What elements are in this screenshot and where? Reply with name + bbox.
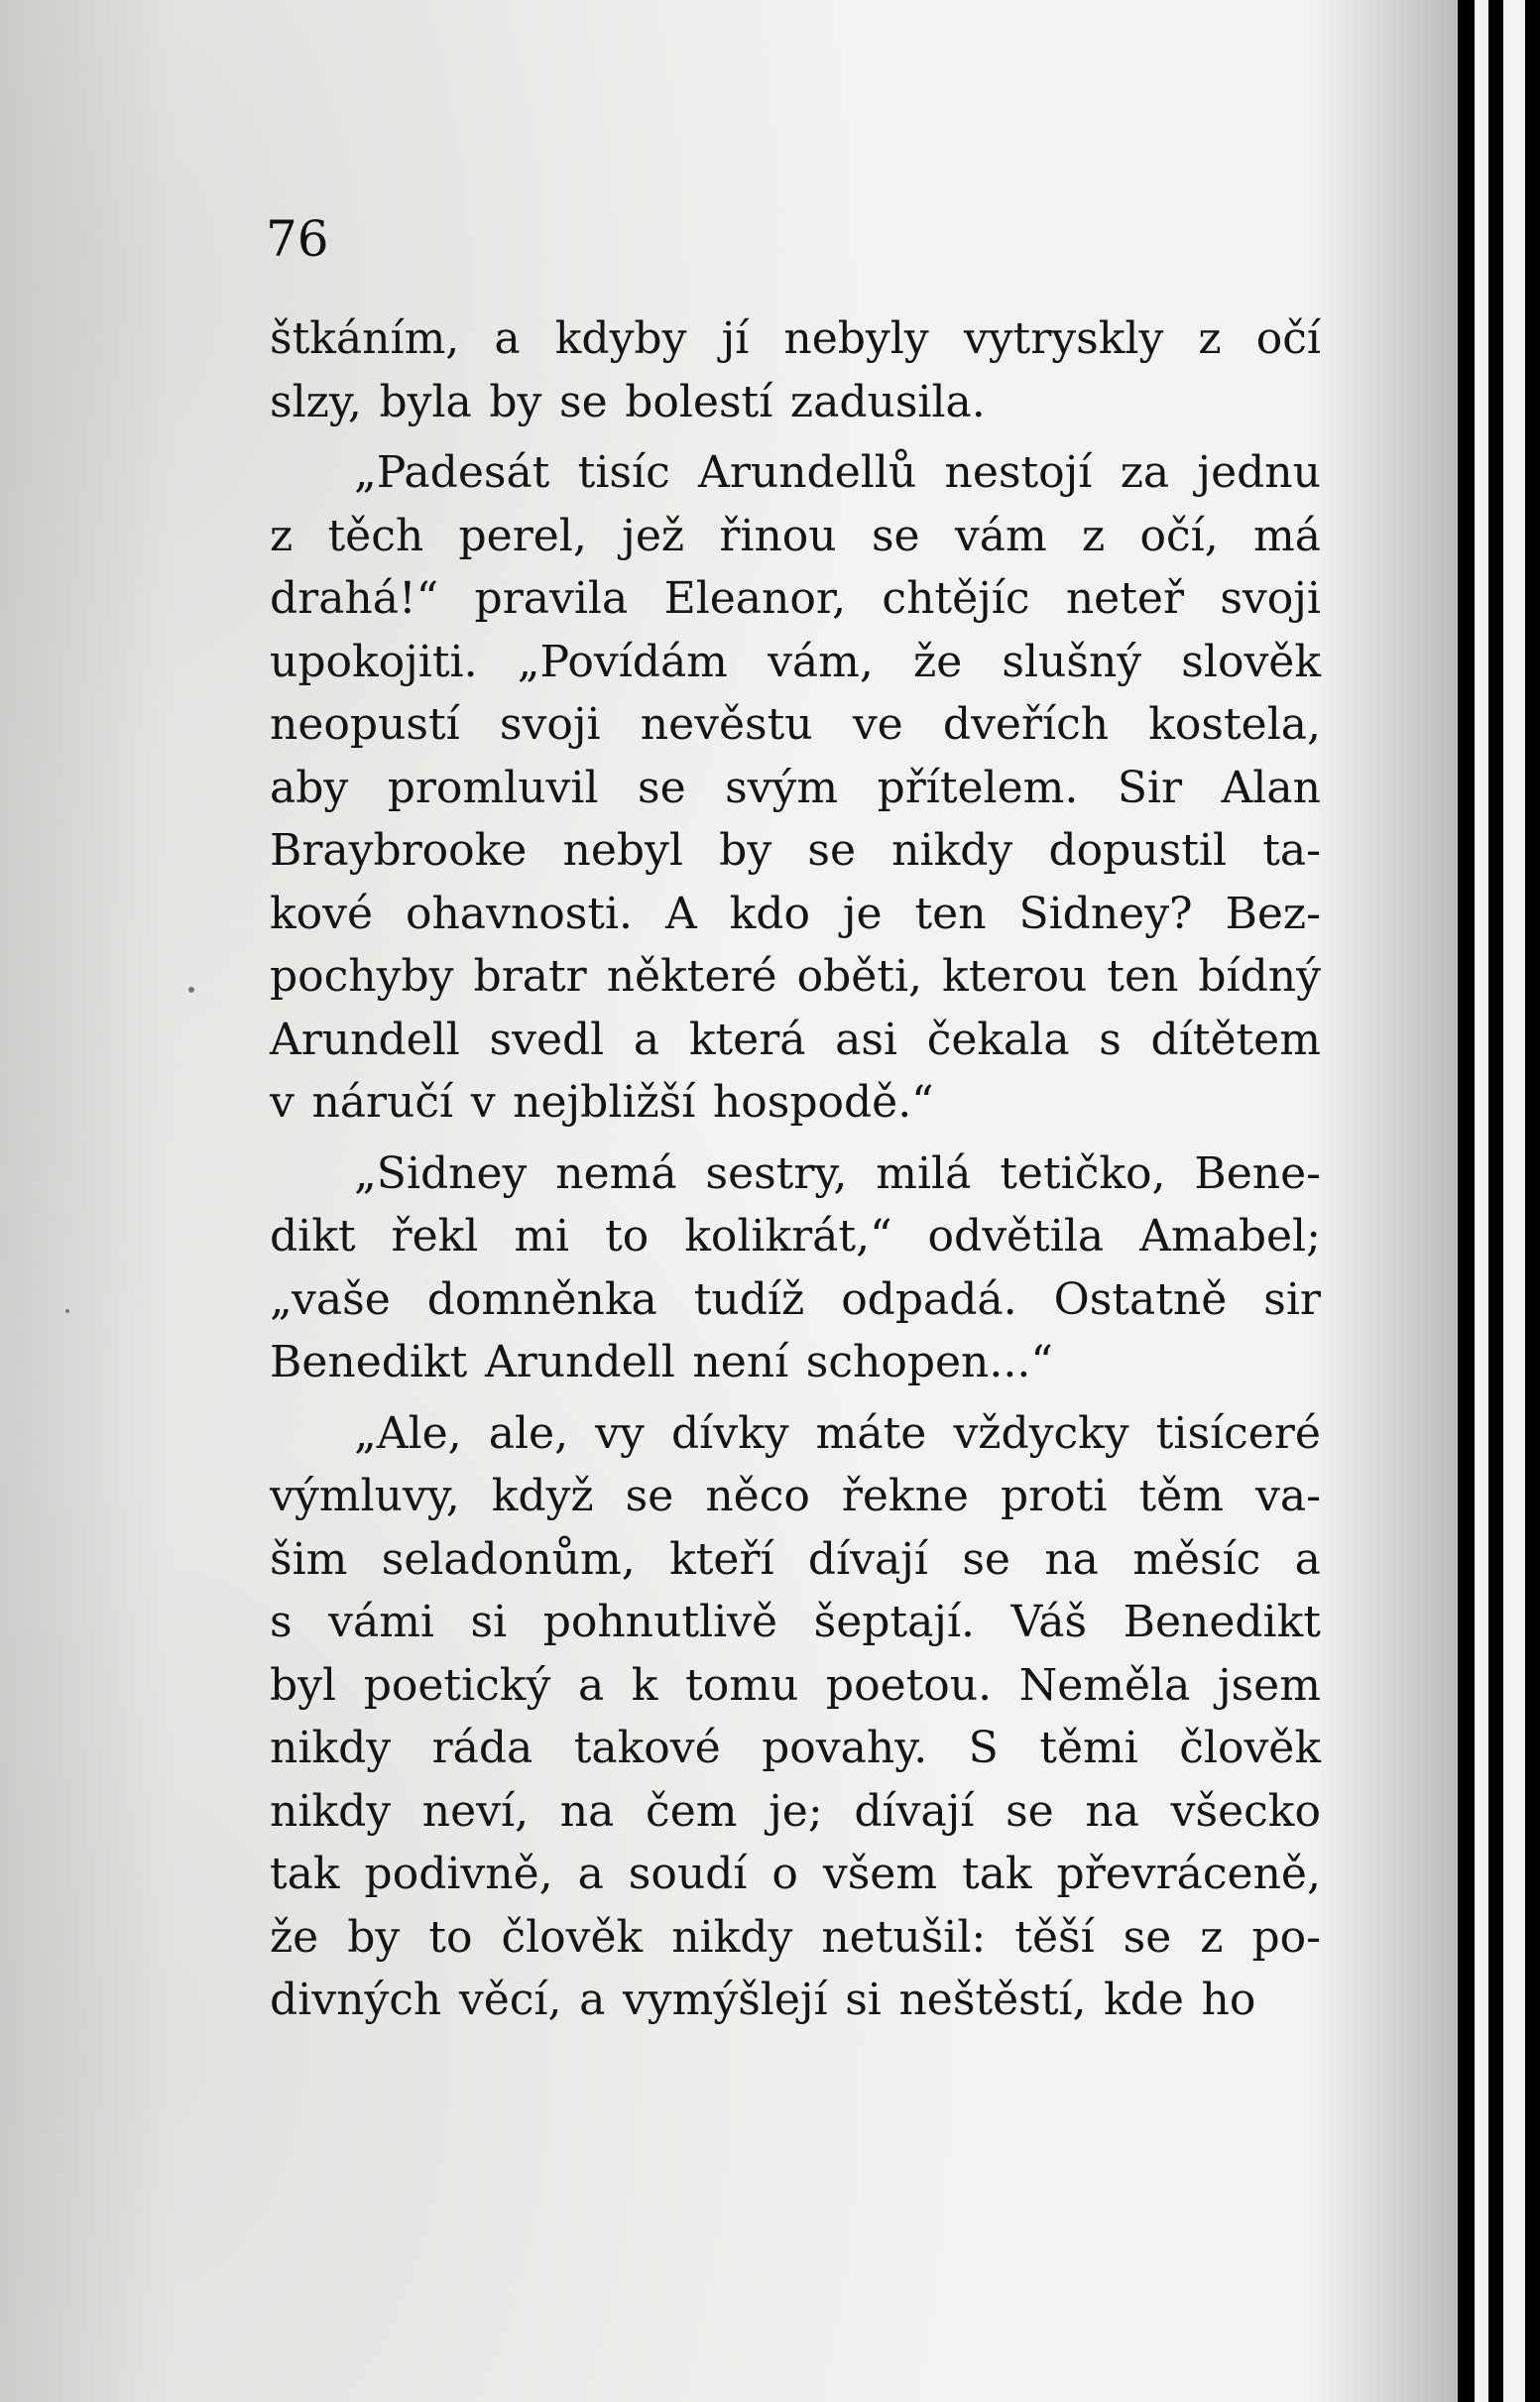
word: byl	[270, 1659, 337, 1711]
word: čekala	[926, 1014, 1070, 1065]
word: všecko	[1170, 1785, 1321, 1837]
paragraph-gap	[270, 1394, 1321, 1402]
text-line	[270, 819, 1321, 883]
word: ta-	[1262, 825, 1321, 876]
text-line	[270, 1654, 1321, 1718]
word: Benedikt	[270, 1337, 468, 1387]
word: zadusila.	[789, 376, 986, 427]
word: Eleanor,	[663, 573, 847, 624]
word: neopustí	[270, 699, 460, 750]
word: tudíž	[693, 1273, 805, 1325]
text-line	[270, 1205, 1321, 1268]
text-line	[270, 441, 1321, 505]
word: oběti,	[796, 951, 923, 1002]
word: něco	[705, 1471, 810, 1521]
text-line	[270, 1402, 1321, 1466]
text-line	[270, 1142, 1321, 1206]
word: přítelem.	[877, 762, 1079, 813]
word: kostela,	[1148, 699, 1321, 750]
word: ten	[1107, 951, 1179, 1002]
text-line	[270, 1969, 1321, 2032]
word: sir	[1263, 1273, 1321, 1325]
word: vámi	[328, 1597, 434, 1647]
paragraph	[270, 307, 1321, 433]
word: Sir	[1117, 762, 1183, 813]
word: promluvil	[387, 762, 599, 813]
word: Arundellů	[698, 447, 917, 498]
word: by	[347, 1911, 401, 1963]
word: ve	[852, 699, 903, 750]
word: odvětila	[927, 1211, 1105, 1261]
text-line	[270, 693, 1321, 757]
word: tisíc	[577, 447, 670, 498]
word: hospodě.“	[712, 1077, 934, 1128]
word: pravila	[474, 573, 629, 624]
word: výmluvy,	[270, 1471, 460, 1521]
word: dítětem	[1150, 1014, 1321, 1065]
word: dopustil	[1048, 825, 1228, 876]
word: na	[1085, 1785, 1139, 1837]
word: ten	[914, 888, 987, 939]
word: Bez-	[1225, 888, 1321, 939]
word: neteř	[1065, 573, 1184, 624]
word: se	[871, 510, 920, 561]
word: proti	[1001, 1471, 1108, 1521]
word: jež	[622, 510, 685, 561]
word: neví,	[421, 1785, 530, 1837]
word: „Sidney	[354, 1147, 528, 1199]
paragraph	[270, 1142, 1321, 1394]
word: slušný	[1002, 636, 1142, 687]
word: vám	[954, 510, 1047, 561]
text-line	[270, 1009, 1321, 1072]
word: „Ale,	[354, 1407, 462, 1459]
word: „Povídám	[517, 636, 728, 687]
word: takové	[573, 1723, 721, 1773]
word: šeptají.	[813, 1597, 976, 1647]
word: nikdy	[891, 825, 1013, 876]
word: vytryskly	[963, 313, 1164, 364]
word: se	[558, 376, 608, 427]
text-line	[270, 1843, 1321, 1906]
text-line	[270, 371, 1321, 434]
word: z	[1200, 1911, 1224, 1963]
word: Sidney?	[1018, 888, 1193, 939]
word: tomu	[685, 1659, 799, 1711]
word: A	[664, 888, 697, 939]
word: řekl	[391, 1211, 479, 1261]
word: kde	[1104, 1975, 1184, 2025]
word: ale,	[488, 1407, 569, 1459]
word: jsem	[1217, 1659, 1321, 1711]
word: sestry,	[705, 1147, 848, 1199]
word: slověk	[1181, 636, 1321, 687]
word: jednu	[1197, 447, 1321, 498]
word: podivně,	[364, 1849, 553, 1899]
word: vám,	[768, 636, 874, 687]
word: Váš	[1010, 1597, 1088, 1647]
word: k	[631, 1659, 658, 1711]
paragraph-gap	[270, 433, 1321, 441]
word: poetický	[363, 1659, 551, 1711]
word: bolestí	[625, 376, 773, 427]
word: pochyby	[270, 951, 454, 1002]
word: nikdy	[270, 1723, 392, 1773]
word: očí,	[1139, 510, 1219, 561]
word: o	[771, 1849, 798, 1899]
word: nikdy	[671, 1911, 793, 1963]
word: aby	[270, 762, 349, 813]
word: těší	[1014, 1911, 1095, 1963]
word: po-	[1251, 1911, 1321, 1963]
word: a	[577, 1849, 604, 1899]
word: „Padesát	[354, 447, 550, 498]
word: by	[489, 376, 542, 427]
word: Arundell	[270, 1014, 460, 1065]
word: chtějíc	[882, 573, 1030, 624]
word: Alan	[1221, 762, 1321, 813]
word: ohavnosti.	[405, 888, 634, 939]
word: schopen...“	[805, 1337, 1053, 1387]
word: nestojí	[944, 447, 1093, 498]
word: neštěstí,	[898, 1975, 1087, 2025]
paragraph-gap	[270, 1135, 1321, 1142]
word: s	[1099, 1014, 1122, 1065]
word: milá	[876, 1147, 972, 1199]
word: Arundell	[484, 1337, 675, 1387]
word: svoji	[1220, 573, 1321, 624]
word: z	[1198, 313, 1222, 364]
word: bratr	[473, 951, 587, 1002]
text-line	[270, 1331, 1321, 1394]
word: si	[845, 1975, 882, 2025]
word: na	[1044, 1533, 1099, 1585]
word: se	[1006, 1785, 1054, 1837]
word: těch	[327, 510, 424, 561]
paper-speck	[188, 987, 194, 993]
word: převráceně,	[1056, 1849, 1321, 1899]
word: divných	[270, 1975, 442, 2025]
text-line	[270, 945, 1321, 1009]
text-line	[270, 1268, 1321, 1332]
text-line	[270, 631, 1321, 694]
text-line	[270, 757, 1321, 820]
page-edge-strip	[1475, 0, 1488, 2402]
text-line	[270, 1906, 1321, 1970]
word: nebyl	[562, 825, 683, 876]
word: není	[692, 1337, 789, 1387]
word: tak	[270, 1849, 340, 1899]
word: kterou	[942, 951, 1088, 1002]
word: kteří	[669, 1533, 774, 1585]
word: člověk	[501, 1911, 644, 1963]
word: dveřích	[942, 699, 1110, 750]
word: jí	[721, 313, 750, 364]
word: netušil:	[821, 1911, 987, 1963]
word: z	[1082, 510, 1106, 561]
word: věcí,	[458, 1975, 562, 2025]
text-line	[270, 1591, 1321, 1654]
word: soudí	[628, 1849, 748, 1899]
word: Amabel;	[1139, 1211, 1321, 1261]
word: z	[270, 510, 294, 561]
word: povahy.	[762, 1723, 928, 1773]
word: ho	[1201, 1975, 1256, 2025]
text-line	[270, 883, 1321, 946]
text-line	[270, 1528, 1321, 1592]
word: šim	[270, 1533, 348, 1585]
word: Braybrooke	[270, 825, 528, 876]
word: měsíc	[1132, 1533, 1261, 1585]
word: svoji	[499, 699, 601, 750]
word: se	[807, 825, 856, 876]
word: Ostatně	[1053, 1273, 1228, 1325]
word: S	[968, 1723, 999, 1773]
word: a	[579, 1975, 606, 2025]
text-line	[270, 1465, 1321, 1528]
word: je	[842, 888, 883, 939]
word: kdo	[729, 888, 810, 939]
word: drahá!“	[270, 573, 439, 624]
word: Benedikt	[1123, 1597, 1321, 1647]
word: v	[270, 1077, 295, 1128]
word: bídný	[1198, 951, 1321, 1002]
text-line	[270, 1071, 1321, 1135]
word: těm	[1138, 1471, 1224, 1521]
word: pohnutlivě	[542, 1597, 778, 1647]
word: že	[270, 1911, 319, 1963]
word: to	[428, 1911, 473, 1963]
word: odpadá.	[841, 1273, 1017, 1325]
word: seladonům,	[381, 1533, 636, 1585]
word: to	[605, 1211, 650, 1261]
word: všem	[822, 1849, 938, 1899]
word: s	[270, 1597, 293, 1647]
text-line	[270, 1780, 1321, 1844]
word: čem	[646, 1785, 738, 1837]
word: se	[1123, 1911, 1172, 1963]
word: za	[1120, 447, 1170, 498]
word: kolikrát,“	[684, 1211, 892, 1261]
word: nejbližší	[513, 1077, 696, 1128]
body-text	[270, 307, 1321, 2032]
word: dívají	[854, 1785, 975, 1837]
word: má	[1253, 510, 1321, 561]
word: a	[577, 1659, 605, 1711]
word: si	[470, 1597, 508, 1647]
word: svým	[725, 762, 839, 813]
word: se	[962, 1533, 1010, 1585]
word: nikdy	[270, 1785, 392, 1837]
word: se	[625, 1471, 674, 1521]
word: těmi	[1039, 1723, 1138, 1773]
word: která	[688, 1014, 806, 1065]
word: máte	[815, 1407, 927, 1459]
page-edge-strip	[1503, 0, 1525, 2402]
word: v	[470, 1077, 496, 1128]
word: poetou.	[825, 1659, 993, 1711]
word: ráda	[431, 1723, 533, 1773]
word: člověk	[1179, 1723, 1321, 1773]
word: byla	[379, 376, 472, 427]
word: a	[494, 313, 521, 364]
text-line	[270, 505, 1321, 568]
word: vymýšlejí	[622, 1975, 828, 2025]
word: náručí	[311, 1077, 454, 1128]
word: některé	[606, 951, 777, 1002]
paragraph	[270, 441, 1321, 1135]
word: vy	[595, 1407, 645, 1459]
word: a	[633, 1014, 660, 1065]
paragraph	[270, 1402, 1321, 2032]
word: nebyly	[783, 313, 929, 364]
word: dívky	[670, 1407, 789, 1459]
word: slzy,	[270, 376, 362, 427]
word: řekne	[841, 1471, 969, 1521]
word: domněnka	[426, 1273, 657, 1325]
word: když	[491, 1471, 594, 1521]
word: nevěstu	[640, 699, 813, 750]
word: očí	[1255, 313, 1321, 364]
word: tak	[962, 1849, 1032, 1899]
paper-speck	[65, 1309, 69, 1313]
word: va-	[1254, 1471, 1321, 1521]
word: a	[1294, 1533, 1321, 1585]
text-line	[270, 307, 1321, 371]
page-number: 76	[266, 210, 329, 268]
word: upokojiti.	[270, 636, 478, 687]
word: Neměla	[1018, 1659, 1191, 1711]
word: štkáním,	[270, 313, 460, 364]
word: tetičko,	[1000, 1147, 1166, 1199]
word: se	[638, 762, 686, 813]
word: „vaše	[270, 1273, 391, 1325]
word: řinou	[719, 510, 837, 561]
word: nemá	[555, 1147, 677, 1199]
word: dívají	[807, 1533, 928, 1585]
word: mi	[514, 1211, 570, 1261]
word: je;	[769, 1785, 823, 1837]
word: kdyby	[554, 313, 687, 364]
word: perel,	[458, 510, 587, 561]
word: asi	[835, 1014, 898, 1065]
word: kové	[270, 888, 374, 939]
word: svedl	[489, 1014, 605, 1065]
word: že	[913, 636, 963, 687]
word: Bene-	[1194, 1147, 1321, 1199]
word: dikt	[270, 1211, 356, 1261]
word: by	[719, 825, 772, 876]
word: tisíceré	[1155, 1407, 1321, 1459]
word: na	[559, 1785, 615, 1837]
text-line	[270, 567, 1321, 631]
word: vždycky	[953, 1407, 1129, 1459]
text-line	[270, 1717, 1321, 1780]
